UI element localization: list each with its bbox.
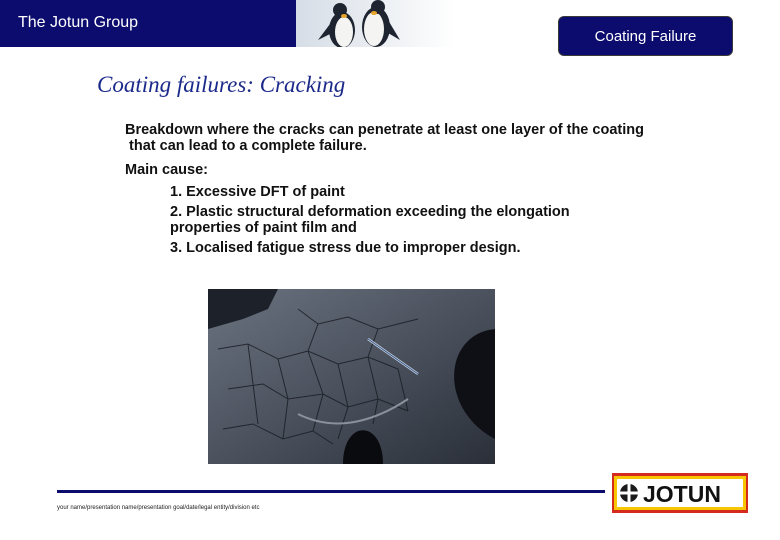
main-cause-heading: Main cause: [125, 162, 208, 178]
cause-item [170, 184, 715, 200]
cause-item [170, 240, 715, 256]
cause-text-continued: properties of paint film and [170, 220, 357, 236]
slide-body [125, 122, 715, 260]
footer-text: your name/presentation name/presentation goal/date/legal entity/division etc [57, 505, 260, 511]
cause-text: 2. Plastic structural deformation exceeding the elongation [170, 204, 570, 220]
cause-item [170, 204, 715, 236]
brand-name: The Jotun Group [18, 14, 139, 31]
definition-paragraph [125, 122, 715, 154]
header-bar [0, 0, 296, 47]
logo-wordmark: JOTUN [643, 481, 721, 507]
cracked-coating-photo [208, 289, 495, 464]
definition-line-1: Breakdown where the cracks can penetrate at least one layer of the coating [125, 122, 644, 138]
slide-title: Coating failures: Cracking [97, 72, 346, 97]
jotun-logo [612, 473, 748, 513]
section-badge-label: Coating Failure [594, 27, 697, 45]
footer-divider [57, 490, 605, 493]
cause-text: 1. Excessive DFT of paint [170, 184, 345, 200]
penguins-image [300, 0, 410, 47]
section-badge [558, 16, 733, 56]
cause-text: 3. Localised fatigue stress due to improper design. [170, 240, 521, 256]
definition-line-2: that can lead to a complete failure. [125, 138, 367, 154]
